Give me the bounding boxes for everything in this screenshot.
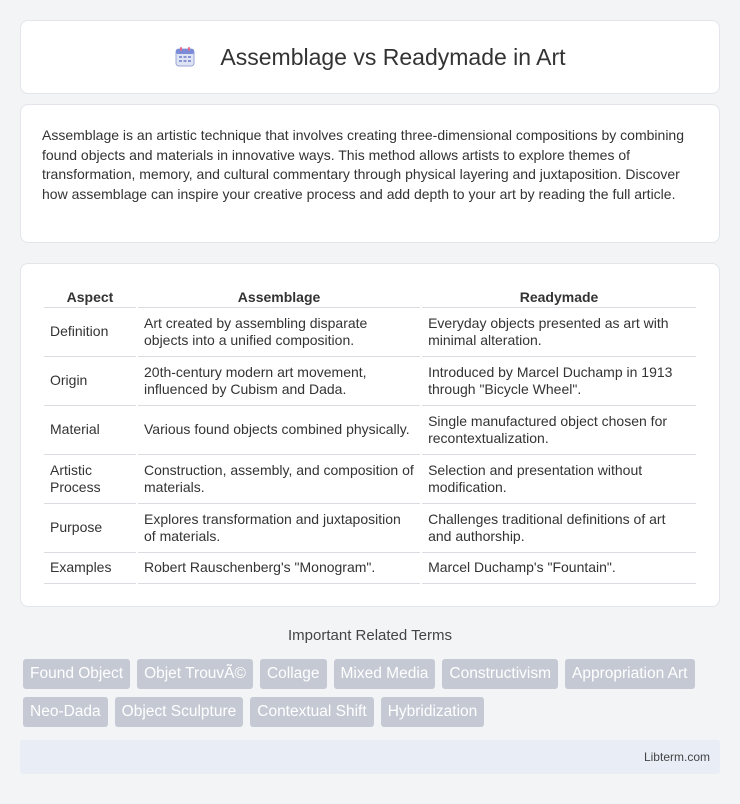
cell-assemblage: 20th-century modern art movement, influenced by Cubism and Dada. — [138, 357, 420, 406]
table-row — [44, 357, 696, 406]
related-terms-heading: Important Related Terms — [288, 627, 452, 644]
cell-readymade: Everyday objects presented as art with minimal alteration. — [422, 308, 696, 357]
table-row — [44, 406, 696, 455]
cell-aspect: Purpose — [44, 504, 136, 553]
comparison-table-card — [20, 263, 720, 607]
column-header-assemblage: Assemblage — [138, 286, 420, 308]
calendar-icon — [174, 46, 196, 68]
comparison-table — [42, 286, 698, 584]
tag-hybridization[interactable]: Hybridization — [381, 697, 485, 727]
cell-readymade: Selection and presentation without modification. — [422, 455, 696, 504]
cell-readymade: Introduced by Marcel Duchamp in 1913 through "Bicycle Wheel". — [422, 357, 696, 406]
table-row — [44, 553, 696, 584]
column-header-readymade: Readymade — [422, 286, 696, 308]
cell-readymade: Marcel Duchamp's "Fountain". — [422, 553, 696, 584]
cell-aspect: Examples — [44, 553, 136, 584]
tag-contextual-shift[interactable]: Contextual Shift — [250, 697, 373, 727]
cell-assemblage: Art created by assembling disparate objects into a unified composition. — [138, 308, 420, 357]
cell-readymade: Challenges traditional definitions of art and authorship. — [422, 504, 696, 553]
tag-appropriation-art[interactable]: Appropriation Art — [565, 659, 694, 689]
page-title: Assemblage vs Readymade in Art — [220, 43, 566, 70]
table-row — [44, 504, 696, 553]
tag-neo-dada[interactable]: Neo-Dada — [23, 697, 108, 727]
tag-mixed-media[interactable]: Mixed Media — [334, 659, 436, 689]
tag-found-object[interactable]: Found Object — [23, 659, 130, 689]
cell-aspect: Definition — [44, 308, 136, 357]
cell-aspect: Origin — [44, 357, 136, 406]
cell-aspect: Artistic Process — [44, 455, 136, 504]
tag-collage[interactable]: Collage — [260, 659, 327, 689]
tag-objet-trouve[interactable]: Objet TrouvÃ© — [137, 659, 253, 689]
tag-object-sculpture[interactable]: Object Sculpture — [115, 697, 244, 727]
footer-site-link[interactable]: Libterm.com — [643, 750, 710, 764]
cell-readymade: Single manufactured object chosen for recontextualization. — [422, 406, 696, 455]
related-terms-tags — [23, 659, 713, 727]
cell-assemblage: Construction, assembly, and composition of materials. — [138, 455, 420, 504]
table-row — [44, 455, 696, 504]
intro-text: Assemblage is an artistic technique that involves creating three-dimensional compositions by combining found objects and materials in innovative ways. This method allows artists to explore themes of transformation, memory, and cultural commentary through physical layering and juxtaposition. Discover how assemblage can inspire your creative process and add depth to your art by reading the full article. — [42, 127, 684, 202]
title-card — [20, 20, 720, 94]
tag-constructivism[interactable]: Constructivism — [442, 659, 558, 689]
cell-assemblage: Various found objects combined physically. — [138, 406, 420, 455]
cell-assemblage: Robert Rauschenberg's "Monogram". — [138, 553, 420, 584]
footer — [20, 740, 720, 774]
column-header-aspect: Aspect — [44, 286, 136, 308]
cell-assemblage: Explores transformation and juxtaposition of materials. — [138, 504, 420, 553]
intro-card — [20, 104, 720, 243]
cell-aspect: Material — [44, 406, 136, 455]
table-row — [44, 308, 696, 357]
